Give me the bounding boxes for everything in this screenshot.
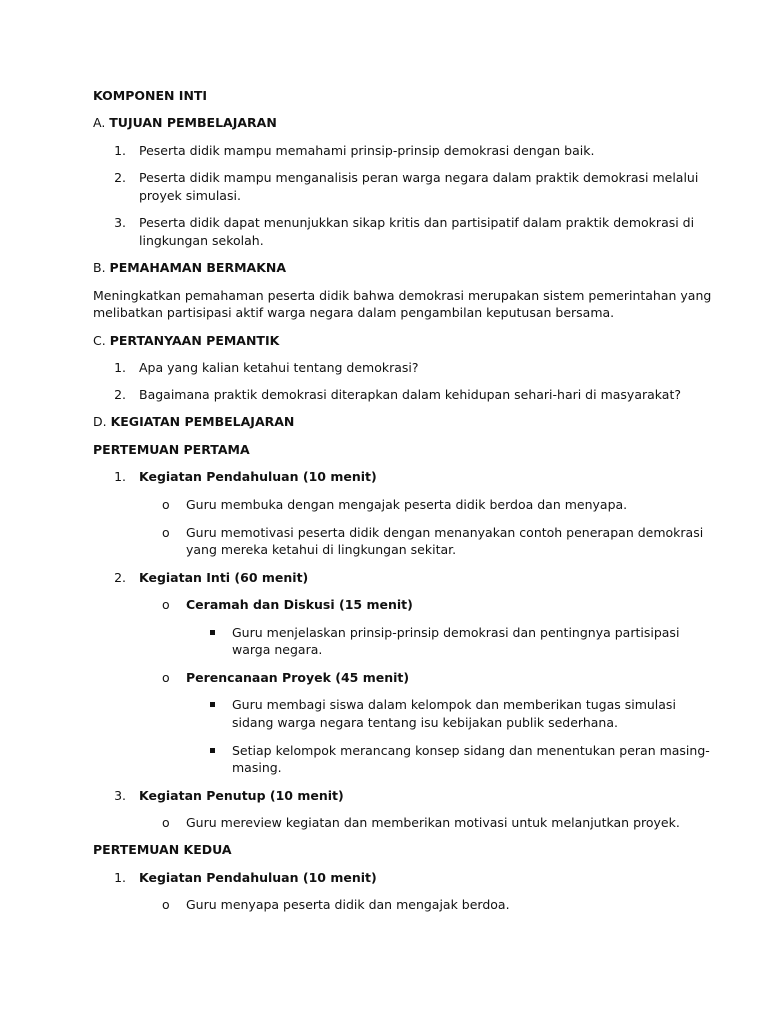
- square-bullet-icon: [210, 742, 218, 750]
- activity-title: Kegiatan Penutup (10 menit): [139, 788, 344, 803]
- bullet-item-continuation: sidang warga negara tentang isu kebijakan publik sederhana.: [232, 715, 618, 730]
- list-number: 1.: [114, 360, 126, 375]
- list-number: 3.: [114, 788, 126, 803]
- bullet-item: Guru memotivasi peserta didik dengan menanyakan contoh penerapan demokrasi: [186, 525, 704, 540]
- list-item: Bagaimana praktik demokrasi diterapkan dalam kehidupan sehari-hari di masyarakat?: [139, 387, 681, 402]
- section-b-prefix: B.: [93, 260, 110, 275]
- list-number: 1.: [114, 143, 126, 158]
- sub-activity-title: Perencanaan Proyek (45 menit): [186, 670, 410, 685]
- list-item: Peserta didik dapat menunjukkan sikap kritis dan partisipatif dalam praktik demokrasi di: [139, 215, 695, 230]
- list-item-continuation: lingkungan sekolah.: [139, 233, 264, 248]
- bullet-item: Guru membagi siswa dalam kelompok dan memberikan tugas simulasi: [232, 697, 676, 712]
- sub-activity-title: Ceramah dan Diskusi (15 menit): [186, 597, 413, 612]
- bullet-item: Guru menjelaskan prinsip-prinsip demokrasi dan pentingnya partisipasi: [232, 625, 680, 640]
- activity-title: Kegiatan Inti (60 menit): [139, 570, 309, 585]
- section-b-title: PEMAHAMAN BERMAKNA: [109, 260, 287, 275]
- section-b-heading: [93, 259, 286, 277]
- circle-bullet-icon: o: [162, 525, 170, 540]
- section-c-title: PERTANYAAN PEMANTIK: [109, 333, 280, 348]
- bullet-item: Setiap kelompok merancang konsep sidang dan menentukan peran masing-: [232, 743, 710, 758]
- list-item: Peserta didik mampu menganalisis peran warga negara dalam praktik demokrasi melalui: [139, 170, 699, 185]
- section-d-prefix: D.: [93, 414, 111, 429]
- list-item-continuation: proyek simulasi.: [139, 188, 241, 203]
- bullet-item-continuation: masing.: [232, 760, 282, 775]
- circle-bullet-icon: o: [162, 897, 170, 912]
- list-number: 1.: [114, 870, 126, 885]
- section-c-heading: [93, 332, 279, 350]
- bullet-item-continuation: warga negara.: [232, 642, 323, 657]
- square-bullet-icon: [210, 624, 218, 632]
- bullet-item-continuation: yang mereka ketahui di lingkungan sekitar.: [186, 542, 457, 557]
- section-a-prefix: A.: [93, 115, 110, 130]
- section-a-heading: [93, 114, 277, 132]
- section-a-title: TUJUAN PEMBELAJARAN: [109, 115, 277, 130]
- meeting-1-title: PERTEMUAN PERTAMA: [93, 442, 250, 457]
- circle-bullet-icon: o: [162, 497, 170, 512]
- circle-bullet-icon: o: [162, 597, 170, 612]
- list-number: 2.: [114, 570, 126, 585]
- list-item: Apa yang kalian ketahui tentang demokrasi?: [139, 360, 419, 375]
- paragraph-line: melibatkan partisipasi aktif warga negara dalam pengambilan keputusan bersama.: [93, 305, 615, 320]
- document-heading: KOMPONEN INTI: [93, 88, 208, 103]
- list-item: Peserta didik mampu memahami prinsip-prinsip demokrasi dengan baik.: [139, 143, 595, 158]
- list-number: 2.: [114, 387, 126, 402]
- list-number: 1.: [114, 469, 126, 484]
- section-d-title: KEGIATAN PEMBELAJARAN: [110, 414, 295, 429]
- circle-bullet-icon: o: [162, 815, 170, 830]
- bullet-item: Guru membuka dengan mengajak peserta didik berdoa dan menyapa.: [186, 497, 628, 512]
- activity-title: Kegiatan Pendahuluan (10 menit): [139, 870, 377, 885]
- list-number: 2.: [114, 170, 126, 185]
- list-number: 3.: [114, 215, 126, 230]
- circle-bullet-icon: o: [162, 670, 170, 685]
- bullet-item: Guru mereview kegiatan dan memberikan motivasi untuk melanjutkan proyek.: [186, 815, 680, 830]
- square-bullet-icon: [210, 696, 218, 704]
- activity-title: Kegiatan Pendahuluan (10 menit): [139, 469, 377, 484]
- section-c-prefix: C.: [93, 333, 110, 348]
- paragraph-line: Meningkatkan pemahaman peserta didik bahwa demokrasi merupakan sistem pemerintahan yang: [93, 288, 712, 303]
- section-d-heading: [93, 413, 294, 431]
- bullet-item: Guru menyapa peserta didik dan mengajak berdoa.: [186, 897, 510, 912]
- meeting-2-title: PERTEMUAN KEDUA: [93, 842, 232, 857]
